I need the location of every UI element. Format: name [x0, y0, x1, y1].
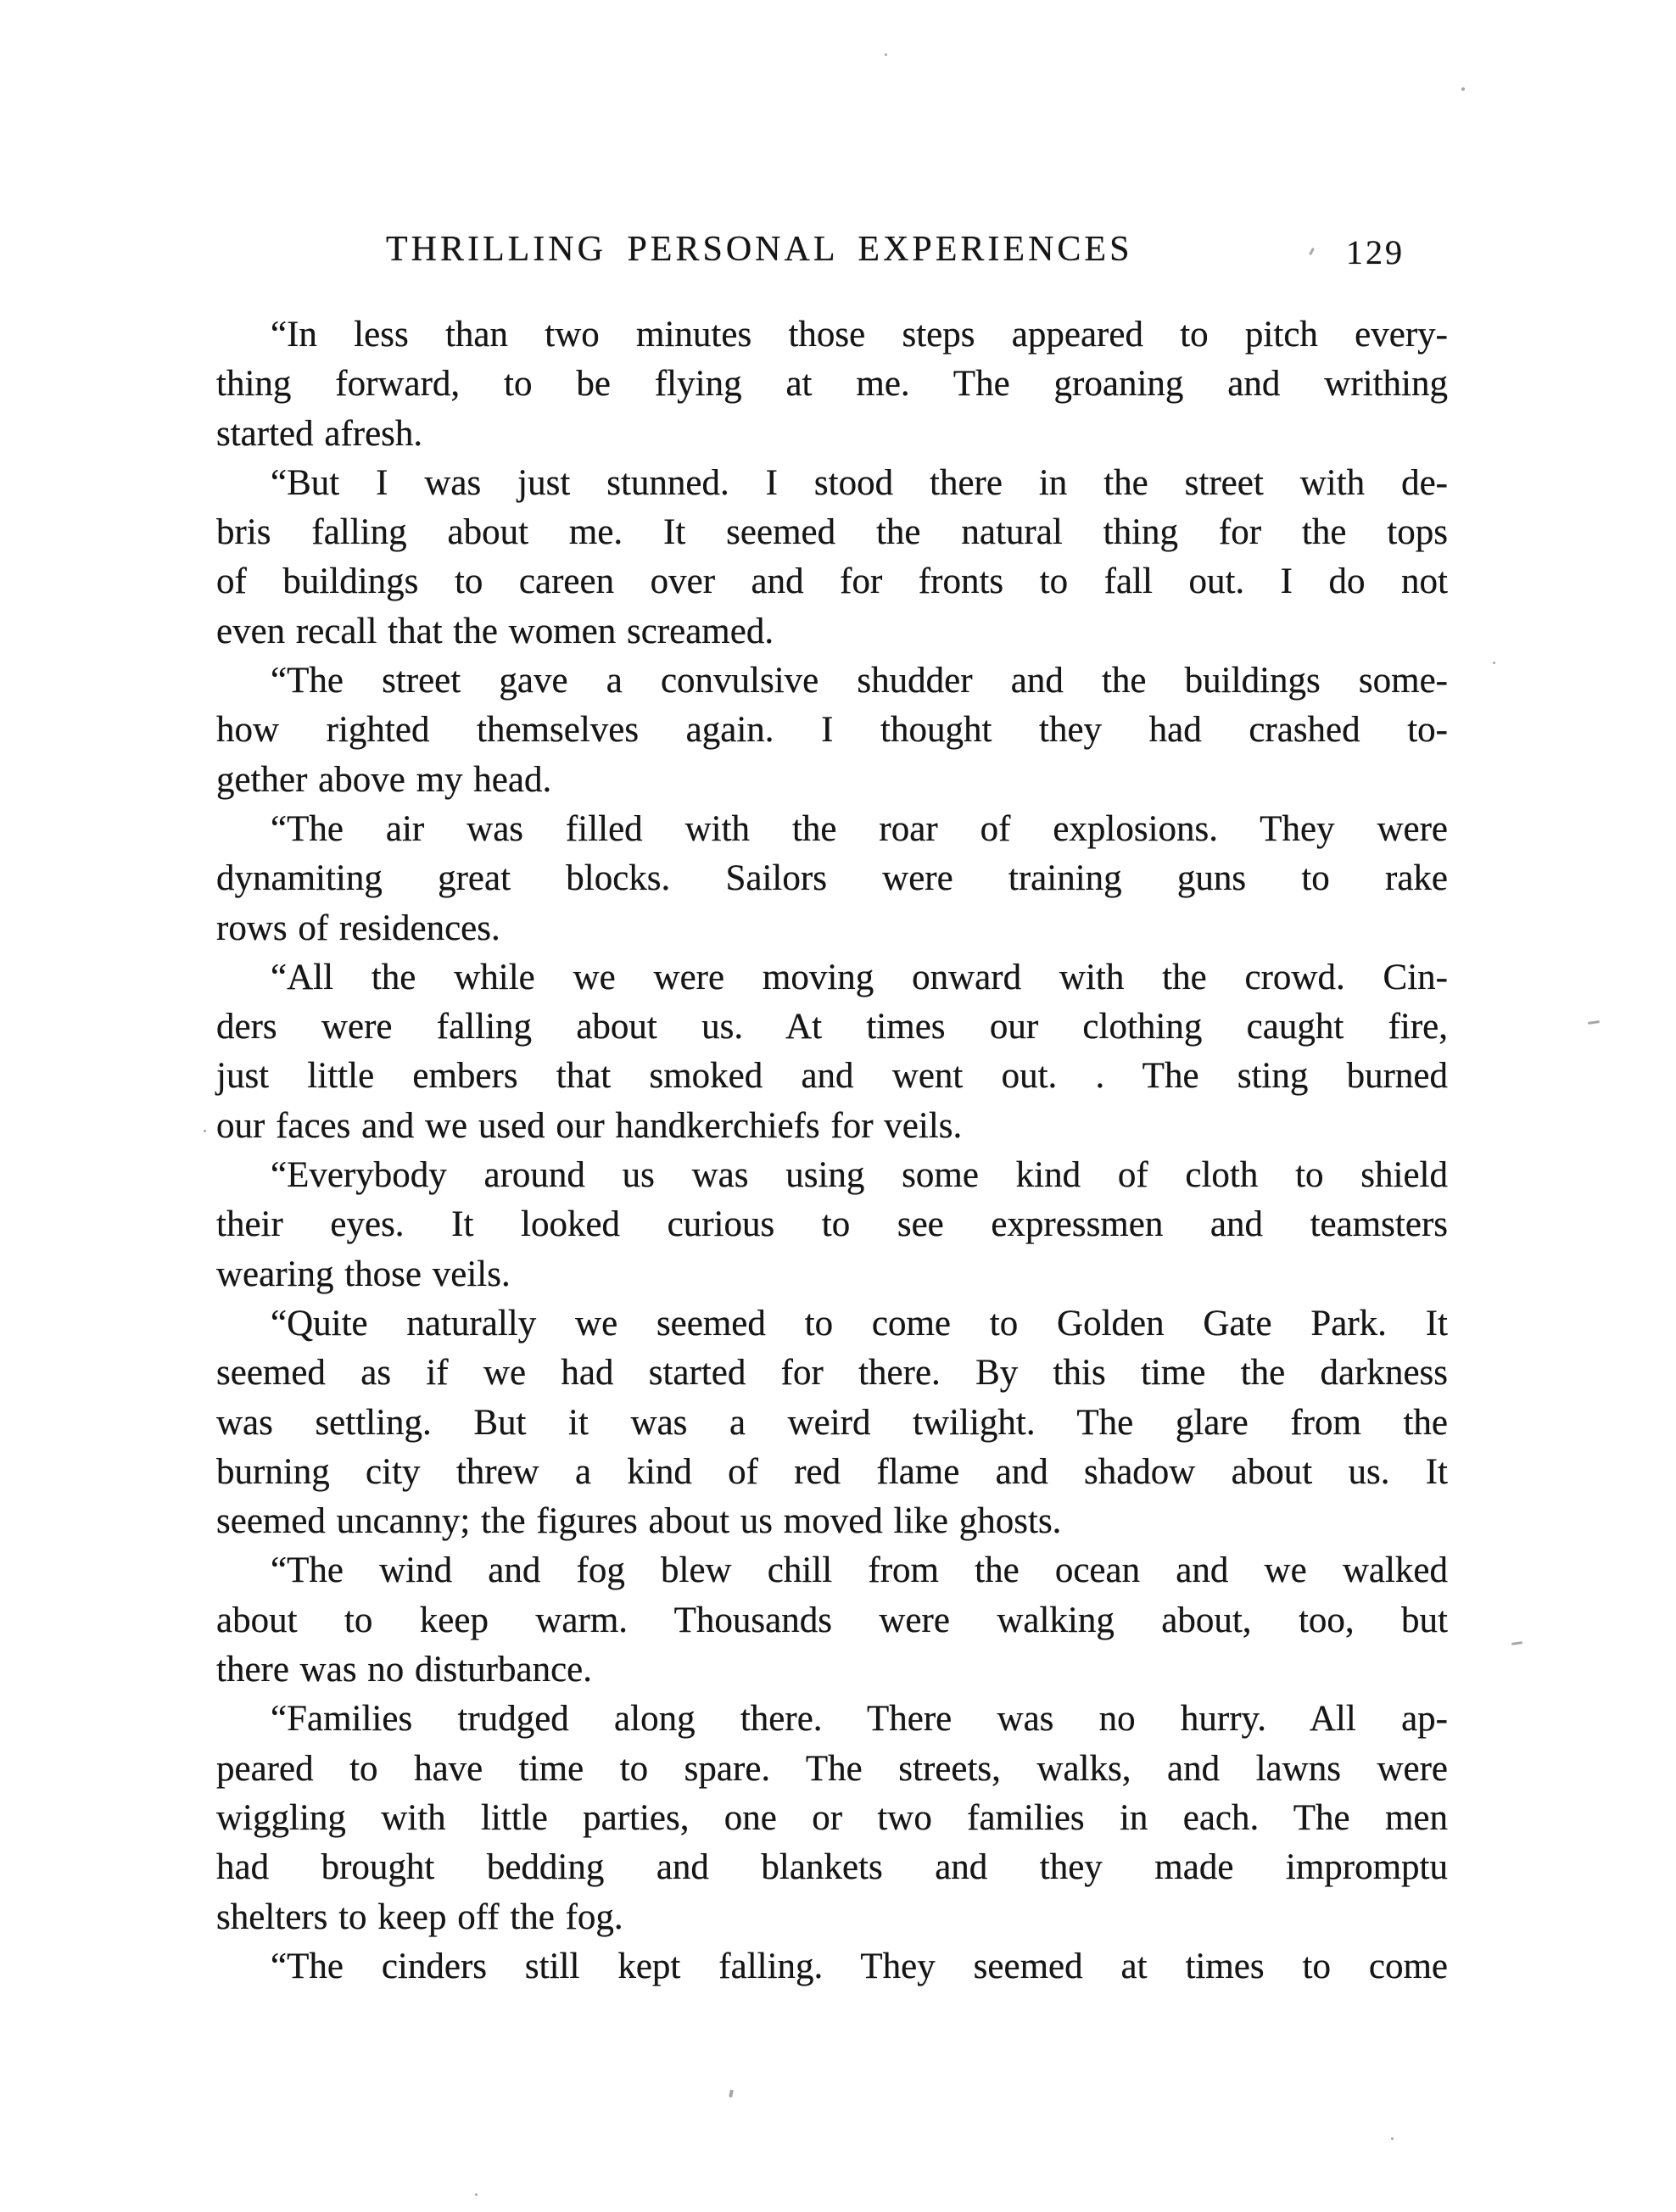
text-line: “Everybody around us was using some kind of cloth to shield: [271, 1155, 1448, 1196]
text-line: wearing those veils.: [216, 1254, 511, 1294]
text-line: started afresh.: [216, 413, 423, 454]
text-line: “The street gave a convulsive shudder and the buildings some-: [271, 661, 1448, 701]
text-line: “In less than two minutes those steps appeared to pitch every-: [271, 315, 1448, 355]
text-line: wiggling with little parties, one or two families in each. The men: [216, 1797, 1448, 1838]
paragraph-8: [216, 1546, 1448, 1695]
scan-speckle: [1493, 662, 1495, 664]
page-number: 129: [1346, 233, 1405, 271]
text-line: just little embers that smoked and went out. . The sting burned: [216, 1056, 1448, 1097]
paragraph-9: [216, 1695, 1448, 1941]
text-line: bris falling about me. It seemed the natural thing for the tops: [216, 512, 1448, 553]
text-line: ders were falling about us. At times our clothing caught fire,: [216, 1007, 1448, 1047]
paragraph-2: [216, 459, 1448, 656]
text-line: gether above my head.: [216, 759, 552, 800]
text-line: had brought bedding and blankets and they made impromptu: [216, 1847, 1448, 1888]
text-line: even recall that the women screamed.: [216, 611, 774, 651]
scan-speckle: [475, 2193, 478, 2196]
paragraph-4: [216, 805, 1448, 953]
scan-speckle: [1461, 87, 1465, 91]
text-line: seemed uncanny; the figures about us moved like ghosts.: [216, 1501, 1062, 1542]
text-line: shelters to keep off the fog.: [216, 1896, 623, 1937]
paragraph-6: [216, 1151, 1448, 1299]
text-line: seemed as if we had started for there. By this time the darkness: [216, 1353, 1448, 1394]
text-line: dynamiting great blocks. Sailors were training guns to rake: [216, 858, 1448, 899]
text-line: “Families trudged along there. There was no hurry. All ap-: [271, 1699, 1448, 1740]
text-line: was settling. But it was a weird twilight. The glare from the: [216, 1402, 1448, 1443]
text-line: peared to have time to spare. The streets, walks, and lawns were: [216, 1748, 1448, 1789]
text-line: there was no disturbance.: [216, 1650, 593, 1690]
text-line: “The air was filled with the roar of explosions. They were: [271, 808, 1448, 849]
paragraph-5: [216, 953, 1448, 1151]
text-line: “The wind and fog blew chill from the ocean and we walked: [271, 1550, 1448, 1591]
text-line: of buildings to careen over and for fronts to fall out. I do not: [216, 561, 1448, 602]
scan-speckle: [1588, 1020, 1600, 1025]
page-header: [216, 229, 1448, 276]
paragraph-3: [216, 656, 1448, 805]
body-text: [216, 310, 1448, 1991]
paragraph-7: [216, 1299, 1448, 1546]
scan-speckle: [729, 2090, 734, 2098]
scan-speckle: [885, 53, 887, 56]
text-line: rows of residences.: [216, 908, 500, 948]
text-line: how righted themselves again. I thought they had crashed to-: [216, 710, 1448, 751]
scan-speckle: [1511, 1641, 1522, 1645]
text-line: “Quite naturally we seemed to come to Golden Gate Park. It: [271, 1303, 1448, 1343]
paragraph-1: [216, 310, 1448, 459]
running-head-title: THRILLING PERSONAL EXPERIENCES: [386, 230, 1133, 269]
text-line: “All the while we were moving onward with the crowd. Cin-: [271, 957, 1448, 997]
scan-speckle: [1391, 2137, 1394, 2140]
text-line: burning city threw a kind of red flame and shadow about us. It: [216, 1451, 1448, 1492]
text-line: our faces and we used our handkerchiefs for veils.: [216, 1105, 963, 1146]
text-line: “The cinders still kept falling. They seemed at times to come: [271, 1946, 1448, 1986]
text-line: about to keep warm. Thousands were walking about, too, but: [216, 1600, 1448, 1640]
text-line: thing forward, to be flying at me. The groaning and writhing: [216, 364, 1448, 405]
text-line: “But I was just stunned. I stood there in the street with de-: [271, 462, 1448, 503]
scan-speckle: [204, 1130, 206, 1132]
text-line: their eyes. It looked curious to see expressmen and teamsters: [216, 1204, 1448, 1245]
paragraph-10: [216, 1942, 1448, 1991]
